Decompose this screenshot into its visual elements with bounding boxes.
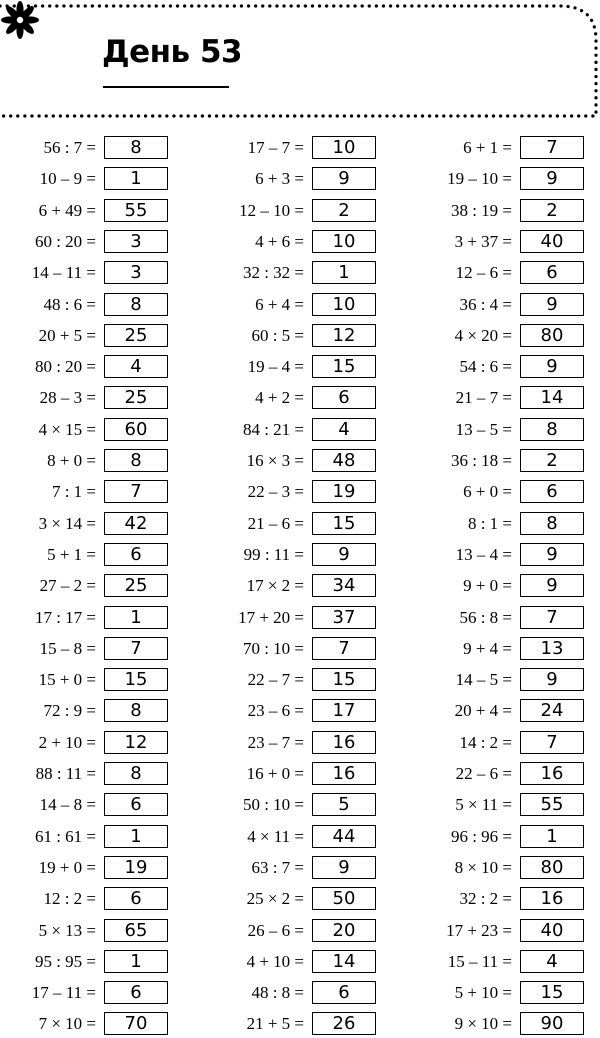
exercise-row	[0, 886, 180, 912]
exercise-expression: 88 : 11 =	[35, 764, 96, 783]
exercise-row	[208, 260, 388, 286]
answer-box: 9	[520, 574, 584, 597]
answer-box: 9	[520, 543, 584, 566]
answer-box: 44	[312, 825, 376, 848]
exercise-row	[0, 1011, 180, 1037]
answer-box: 7	[104, 637, 168, 660]
exercise-row	[208, 761, 388, 787]
answer-box: 9	[520, 668, 584, 691]
answer-box: 48	[312, 449, 376, 472]
exercise-expression: 13 – 5 =	[455, 419, 512, 439]
exercise-row	[416, 824, 596, 850]
exercise-expression: 48 : 6 =	[43, 294, 96, 314]
exercise-row	[208, 730, 388, 756]
exercise-expression: 20 + 5 =	[38, 325, 96, 345]
exercise-row	[208, 698, 388, 724]
answer-box: 8	[104, 699, 168, 722]
answer-box: 13	[520, 637, 584, 660]
answer-box: 55	[104, 199, 168, 222]
exercise-row	[416, 730, 596, 756]
exercise-row	[0, 605, 180, 631]
exercise-expression: 80 : 20 =	[34, 357, 96, 377]
exercise-expression: 84 : 21 =	[242, 419, 304, 439]
answer-box: 7	[312, 637, 376, 660]
exercise-row	[208, 511, 388, 537]
answer-box: 25	[104, 574, 168, 597]
exercise-row	[0, 354, 180, 380]
answer-box: 6	[520, 480, 584, 503]
exercise-row	[208, 229, 388, 255]
answer-box: 8	[104, 449, 168, 472]
exercise-row	[0, 667, 180, 693]
exercise-row	[0, 542, 180, 568]
exercise-row	[416, 198, 596, 224]
exercise-expression: 36 : 18 =	[450, 451, 512, 470]
exercise-row	[416, 886, 596, 912]
exercise-expression: 7 × 10 =	[38, 1014, 96, 1034]
exercise-row	[208, 323, 388, 349]
exercise-expression: 17 : 17 =	[34, 607, 96, 627]
exercise-row	[208, 886, 388, 912]
answer-box: 6	[104, 543, 168, 566]
answer-box: 55	[520, 793, 584, 816]
exercise-expression: 12 – 6 =	[455, 263, 512, 283]
answer-box: 65	[104, 919, 168, 942]
answer-box: 16	[312, 731, 376, 754]
answer-box: 8	[520, 512, 584, 535]
exercise-row	[0, 292, 180, 318]
exercise-row	[0, 417, 180, 443]
answer-box: 70	[104, 1012, 168, 1035]
title-underline	[103, 86, 229, 88]
exercise-row	[416, 385, 596, 411]
answer-box: 8	[104, 293, 168, 316]
exercise-row	[416, 323, 596, 349]
answer-box: 12	[312, 324, 376, 347]
answer-box: 10	[312, 230, 376, 253]
exercise-expression: 9 + 4 =	[463, 638, 512, 658]
exercise-row	[0, 730, 180, 756]
exercise-expression: 22 – 3 =	[247, 482, 304, 502]
answer-box: 6	[104, 981, 168, 1004]
exercise-expression: 14 – 5 =	[455, 670, 512, 690]
exercise-expression: 36 : 4 =	[459, 294, 512, 314]
exercise-row	[0, 636, 180, 662]
answer-box: 60	[104, 418, 168, 441]
exercise-row	[0, 479, 180, 505]
answer-box: 14	[520, 386, 584, 409]
exercise-row	[0, 166, 180, 192]
exercise-expression: 27 – 2 =	[39, 576, 96, 596]
exercise-expression: 6 + 3 =	[255, 169, 304, 189]
answer-box: 40	[520, 919, 584, 942]
exercise-expression: 48 : 8 =	[251, 983, 304, 1003]
exercise-expression: 22 – 7 =	[247, 670, 304, 690]
exercise-expression: 9 × 10 =	[454, 1014, 512, 1034]
exercise-expression: 17 – 7 =	[247, 138, 304, 157]
exercise-row	[416, 260, 596, 286]
exercise-expression: 70 : 10 =	[242, 638, 304, 658]
exercise-expression: 3 + 37 =	[454, 231, 512, 251]
answer-box: 37	[312, 606, 376, 629]
answer-box: 2	[520, 199, 584, 222]
exercise-row	[0, 573, 180, 599]
exercise-row	[208, 573, 388, 599]
answer-box: 42	[104, 512, 168, 535]
exercise-expression: 16 + 0 =	[246, 764, 304, 783]
exercise-expression: 6 + 1 =	[463, 138, 512, 157]
exercise-expression: 15 – 11 =	[447, 951, 512, 971]
exercise-row	[416, 292, 596, 318]
exercise-expression: 32 : 2 =	[459, 889, 512, 909]
exercise-row	[208, 448, 388, 474]
answer-box: 6	[312, 386, 376, 409]
answer-box: 6	[312, 981, 376, 1004]
answer-box: 9	[520, 355, 584, 378]
exercise-row	[416, 949, 596, 975]
exercise-row	[208, 292, 388, 318]
exercise-row	[0, 511, 180, 537]
exercise-expression: 8 × 10 =	[454, 857, 512, 877]
exercise-row	[208, 918, 388, 944]
answer-box: 1	[104, 950, 168, 973]
exercise-row	[0, 323, 180, 349]
answer-box: 80	[520, 856, 584, 879]
answer-box: 20	[312, 919, 376, 942]
answer-box: 19	[312, 480, 376, 503]
exercise-expression: 4 × 20 =	[454, 325, 512, 345]
answer-box: 8	[104, 762, 168, 785]
answer-box: 1	[312, 261, 376, 284]
answer-box: 15	[312, 512, 376, 535]
exercise-row	[208, 824, 388, 850]
answer-box: 4	[104, 355, 168, 378]
exercise-row	[0, 761, 180, 787]
answer-box: 6	[520, 261, 584, 284]
page-title: День 53	[102, 34, 243, 70]
answer-box: 6	[104, 887, 168, 910]
exercise-expression: 14 – 8 =	[39, 795, 96, 815]
answer-box: 6	[104, 793, 168, 816]
exercise-row	[416, 166, 596, 192]
exercise-row	[416, 918, 596, 944]
exercise-expression: 9 + 0 =	[463, 576, 512, 596]
exercise-expression: 56 : 7 =	[43, 138, 96, 157]
exercise-row	[0, 198, 180, 224]
exercise-row	[0, 260, 180, 286]
answer-box: 24	[520, 699, 584, 722]
exercise-expression: 95 : 95 =	[34, 951, 96, 971]
exercise-row	[416, 542, 596, 568]
exercise-expression: 6 + 4 =	[255, 294, 304, 314]
exercise-row	[208, 667, 388, 693]
answer-box: 16	[520, 887, 584, 910]
answer-box: 14	[312, 950, 376, 973]
answer-box: 8	[104, 136, 168, 159]
exercise-expression: 99 : 11 =	[243, 544, 304, 564]
exercise-expression: 19 – 10 =	[447, 169, 512, 189]
exercise-expression: 15 – 8 =	[39, 638, 96, 658]
exercise-expression: 15 + 0 =	[38, 670, 96, 690]
exercise-row	[416, 792, 596, 818]
exercise-row	[0, 918, 180, 944]
exercise-expression: 21 – 7 =	[455, 388, 512, 408]
answer-box: 1	[520, 825, 584, 848]
answer-box: 4	[312, 418, 376, 441]
exercise-row	[416, 448, 596, 474]
answer-box: 4	[520, 950, 584, 973]
exercise-row	[208, 417, 388, 443]
answer-box: 1	[104, 825, 168, 848]
exercise-expression: 8 : 1 =	[467, 513, 512, 533]
exercise-row	[208, 792, 388, 818]
exercise-expression: 12 – 10 =	[239, 200, 304, 220]
answer-box: 25	[104, 386, 168, 409]
exercise-expression: 4 × 15 =	[38, 419, 96, 439]
exercise-row	[0, 792, 180, 818]
exercise-row	[0, 135, 180, 161]
answer-box: 15	[104, 668, 168, 691]
exercise-row	[416, 229, 596, 255]
exercise-row	[416, 636, 596, 662]
exercise-expression: 22 – 6 =	[455, 764, 512, 783]
exercise-expression: 32 : 32 =	[242, 263, 304, 283]
exercise-expression: 4 + 10 =	[246, 951, 304, 971]
exercise-row	[208, 855, 388, 881]
exercise-expression: 17 + 20 =	[238, 607, 304, 627]
exercise-row	[416, 511, 596, 537]
exercise-expression: 3 × 14 =	[38, 513, 96, 533]
answer-box: 40	[520, 230, 584, 253]
exercise-row	[208, 198, 388, 224]
exercise-expression: 4 + 2 =	[255, 388, 304, 408]
exercise-row	[0, 949, 180, 975]
answer-box: 10	[312, 293, 376, 316]
exercise-row	[208, 385, 388, 411]
answer-box: 19	[104, 856, 168, 879]
exercise-expression: 17 – 11 =	[31, 983, 96, 1003]
exercise-expression: 6 + 0 =	[463, 482, 512, 502]
exercise-expression: 63 : 7 =	[251, 857, 304, 877]
answer-box: 80	[520, 324, 584, 347]
exercise-row	[0, 855, 180, 881]
exercise-row	[416, 667, 596, 693]
answer-box: 7	[104, 480, 168, 503]
exercise-row	[0, 448, 180, 474]
exercise-expression: 25 × 2 =	[246, 889, 304, 909]
exercise-expression: 28 – 3 =	[39, 388, 96, 408]
exercise-expression: 17 + 23 =	[446, 920, 512, 940]
answer-box: 7	[520, 136, 584, 159]
answer-box: 34	[312, 574, 376, 597]
exercise-row	[416, 479, 596, 505]
answer-box: 90	[520, 1012, 584, 1035]
exercise-row	[208, 1011, 388, 1037]
answer-box: 9	[520, 293, 584, 316]
exercise-expression: 10 – 9 =	[39, 169, 96, 189]
exercise-expression: 19 + 0 =	[38, 857, 96, 877]
exercise-row	[208, 479, 388, 505]
answer-box: 15	[312, 355, 376, 378]
exercise-expression: 5 × 13 =	[38, 920, 96, 940]
answer-box: 25	[104, 324, 168, 347]
exercise-expression: 7 : 1 =	[51, 482, 96, 502]
answer-box: 16	[520, 762, 584, 785]
exercise-row	[416, 135, 596, 161]
exercise-row	[416, 573, 596, 599]
exercise-expression: 2 + 10 =	[38, 732, 96, 752]
exercise-row	[416, 980, 596, 1006]
exercise-expression: 60 : 5 =	[251, 325, 304, 345]
exercise-expression: 14 – 11 =	[31, 263, 96, 283]
exercise-row	[0, 385, 180, 411]
exercise-expression: 72 : 9 =	[43, 701, 96, 721]
exercise-expression: 56 : 8 =	[459, 607, 512, 627]
exercise-expression: 23 – 6 =	[247, 701, 304, 721]
answer-box: 1	[104, 606, 168, 629]
answer-box: 2	[520, 449, 584, 472]
answer-box: 26	[312, 1012, 376, 1035]
exercise-row	[416, 605, 596, 631]
exercise-expression: 5 × 11 =	[455, 795, 512, 815]
answer-box: 50	[312, 887, 376, 910]
answer-box: 9	[312, 856, 376, 879]
exercise-expression: 12 : 2 =	[43, 889, 96, 909]
answer-box: 8	[520, 418, 584, 441]
exercise-row	[0, 698, 180, 724]
exercise-row	[208, 636, 388, 662]
asterisk-flower-icon	[0, 0, 40, 40]
answer-box: 7	[520, 731, 584, 754]
answer-box: 9	[312, 543, 376, 566]
exercise-expression: 60 : 20 =	[34, 231, 96, 251]
exercise-expression: 20 + 4 =	[454, 701, 512, 721]
dotted-header-border	[0, 0, 600, 120]
exercise-expression: 54 : 6 =	[459, 357, 512, 377]
exercise-row	[208, 354, 388, 380]
exercise-expression: 19 – 4 =	[247, 357, 304, 377]
exercise-row	[208, 542, 388, 568]
answer-box: 7	[520, 606, 584, 629]
answer-box: 3	[104, 230, 168, 253]
answer-box: 15	[312, 668, 376, 691]
exercise-row	[416, 354, 596, 380]
exercise-expression: 26 – 6 =	[247, 920, 304, 940]
answer-box: 17	[312, 699, 376, 722]
exercise-expression: 4 × 11 =	[247, 826, 304, 846]
answer-box: 9	[520, 167, 584, 190]
exercise-expression: 17 × 2 =	[246, 576, 304, 596]
exercise-row	[416, 761, 596, 787]
exercise-expression: 21 + 5 =	[246, 1014, 304, 1034]
exercise-row	[208, 949, 388, 975]
exercise-expression: 4 + 6 =	[255, 231, 304, 251]
exercise-expression: 61 : 61 =	[34, 826, 96, 846]
exercise-expression: 6 + 49 =	[38, 200, 96, 220]
answer-box: 12	[104, 731, 168, 754]
exercise-expression: 16 × 3 =	[246, 451, 304, 470]
exercise-expression: 8 + 0 =	[47, 451, 96, 470]
exercise-expression: 13 – 4 =	[455, 544, 512, 564]
exercise-expression: 38 : 19 =	[450, 200, 512, 220]
exercise-row	[208, 166, 388, 192]
answer-box: 15	[520, 981, 584, 1004]
exercise-row	[416, 417, 596, 443]
exercise-row	[0, 229, 180, 255]
answer-box: 9	[312, 167, 376, 190]
exercise-row	[208, 135, 388, 161]
exercise-row	[416, 1011, 596, 1037]
answer-box: 5	[312, 793, 376, 816]
exercise-expression: 5 + 1 =	[47, 544, 96, 564]
exercise-expression: 5 + 10 =	[454, 983, 512, 1003]
exercise-expression: 23 – 7 =	[247, 732, 304, 752]
answer-box: 1	[104, 167, 168, 190]
answer-box: 16	[312, 762, 376, 785]
exercise-row	[208, 980, 388, 1006]
exercise-expression: 14 : 2 =	[459, 732, 512, 752]
exercise-row	[0, 980, 180, 1006]
exercise-expression: 21 – 6 =	[247, 513, 304, 533]
answer-box: 2	[312, 199, 376, 222]
exercise-row	[0, 824, 180, 850]
exercise-row	[416, 698, 596, 724]
exercise-row	[208, 605, 388, 631]
exercise-row	[416, 855, 596, 881]
page-header	[0, 0, 600, 120]
answer-box: 3	[104, 261, 168, 284]
exercise-expression: 96 : 96 =	[450, 826, 512, 846]
exercise-expression: 50 : 10 =	[242, 795, 304, 815]
answer-box: 10	[312, 136, 376, 159]
